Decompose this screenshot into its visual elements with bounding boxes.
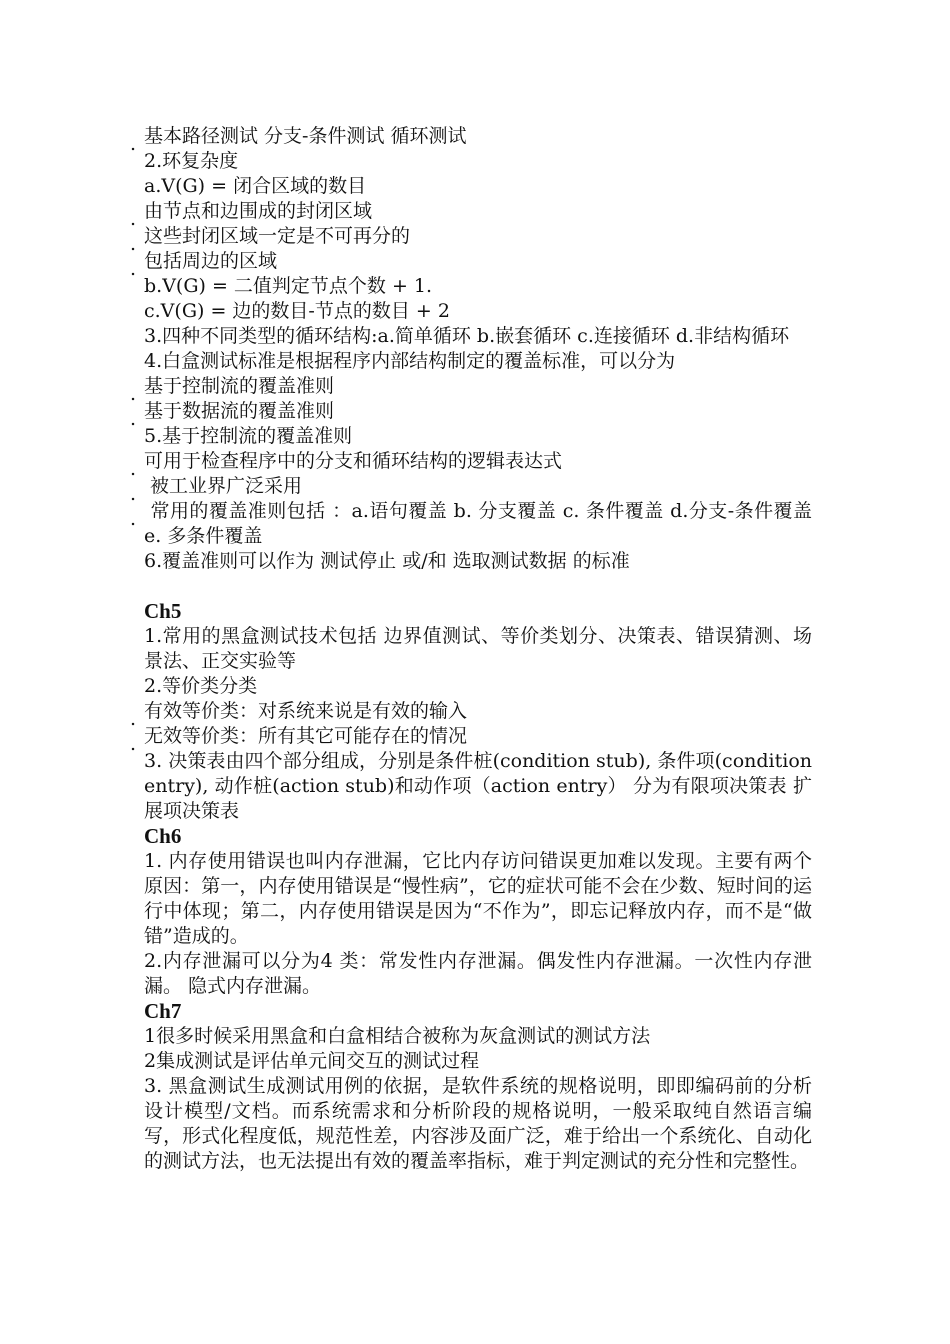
ch4-line-14: . 可用于检查程序中的分支和循环结构的逻辑表达式 — [130, 450, 563, 480]
bullet-dot: . — [130, 708, 137, 730]
ch4-line-5: . 这些封闭区域一定是不可再分的 — [130, 225, 411, 255]
ch7-paragraph-3: 3. 黑盒测试生成测试用例的依据，是软件系统的规格说明，即即编码前的分析设计模型/文档。而系统需求和分析阶段的规格说明，一般采取纯自然语言编写，形式化程度低，规范性差，内容涉及面广泛，难于给出一个系统化、自动化的测试方法，也无法提出有效的覆盖率指标，难于判定测试的充分性和完整性。 — [144, 1075, 812, 1172]
ch4-line-6: . 包括周边的区域 — [130, 250, 278, 280]
ch4-line-1: . 基本路径测试 分支-条件测试 循环测试 — [130, 125, 467, 155]
ch4-line-10: 4.白盒测试标准是根据程序内部结构制定的覆盖标准，可以分为 — [144, 350, 676, 372]
ch4-line-3: a.V(G) = 闭合区域的数目 — [144, 175, 367, 197]
ch5-paragraph-1: 1.常用的黑盒测试技术包括 边界值测试、等价类划分、决策表、错误猜测、场景法、正交实验等 — [144, 625, 812, 672]
bullet-dot: . — [130, 508, 137, 530]
ch4-line-17: 6.覆盖准则可以作为 测试停止 或/和 选取测试数据 的标准 — [144, 550, 630, 572]
bullet-dot: . — [130, 458, 137, 480]
ch5-paragraph-5: 3. 决策表由四个部分组成，分别是条件桩(condition stub), 条件项(condition entry), 动作桩(action stub)和动作项（action entry） 分为有限项决策表 扩展项决策表 — [144, 750, 812, 822]
bullet-dot: . — [130, 208, 137, 230]
ch4-line-4: . 由节点和边围成的封闭区域 — [130, 200, 373, 230]
section-spacer — [144, 574, 812, 599]
document-page — [130, 124, 819, 1174]
bullet-dot: . — [130, 258, 137, 280]
bullet-dot: . — [130, 483, 137, 505]
ch5-paragraph-3: . 有效等价类：对系统来说是有效的输入 — [130, 700, 468, 730]
ch4-line-16: . 常用的覆盖准则包括 ：a.语句覆盖 b. 分支覆盖 c. 条件覆盖 d.分支-条件覆盖 e. 多条件覆盖 — [130, 500, 819, 547]
section-heading-ch7: Ch7 — [144, 999, 182, 1023]
bullet-dot: . — [130, 233, 137, 255]
ch4-line-15: . 被工业界广泛采用 — [130, 475, 303, 505]
ch5-paragraph-2: 2.等价类分类 — [144, 675, 258, 697]
ch4-line-9: 3.四种不同类型的循环结构:a.简单循环 b.嵌套循环 c.连接循环 d.非结构循环 — [144, 325, 790, 347]
bullet-dot: . — [130, 383, 137, 405]
bullet-dot: . — [130, 133, 137, 155]
ch7-paragraph-1: 1很多时候采用黑盒和白盒相结合被称为灰盒测试的测试方法 — [144, 1025, 651, 1047]
ch4-line-7: b.V(G) = 二值判定节点个数 + 1. — [144, 275, 433, 297]
ch4-line-8: c.V(G) = 边的数目-节点的数目 + 2 — [144, 300, 450, 322]
section-heading-ch5: Ch5 — [144, 599, 182, 623]
ch5-paragraph-4: . 无效等价类：所有其它可能存在的情况 — [130, 725, 468, 755]
bullet-dot: . — [130, 733, 137, 755]
bullet-dot: . — [130, 408, 137, 430]
ch7-paragraph-2: 2集成测试是评估单元间交互的测试过程 — [144, 1050, 480, 1072]
section-heading-ch6: Ch6 — [144, 824, 182, 848]
ch6-paragraph-1: 1. 内存使用错误也叫内存泄漏，它比内存访问错误更加难以发现。主要有两个原因：第一，内存使用错误是“慢性病”，它的症状可能不会在少数、短时间的运行中体现；第二，内存使用错误是因为“不作为”，即忘记释放内存，而不是“做错”造成的。 — [144, 850, 812, 947]
ch4-line-13: 5.基于控制流的覆盖准则 — [144, 425, 353, 447]
ch4-line-2: 2.环复杂度 — [144, 150, 239, 172]
ch4-line-12: . 基于数据流的覆盖准则 — [130, 400, 335, 430]
ch6-paragraph-2: 2.内存泄漏可以分为4 类：常发性内存泄漏。偶发性内存泄漏。一次性内存泄漏。 隐式内存泄漏。 — [144, 950, 812, 997]
ch4-line-11: . 基于控制流的覆盖准则 — [130, 375, 335, 405]
